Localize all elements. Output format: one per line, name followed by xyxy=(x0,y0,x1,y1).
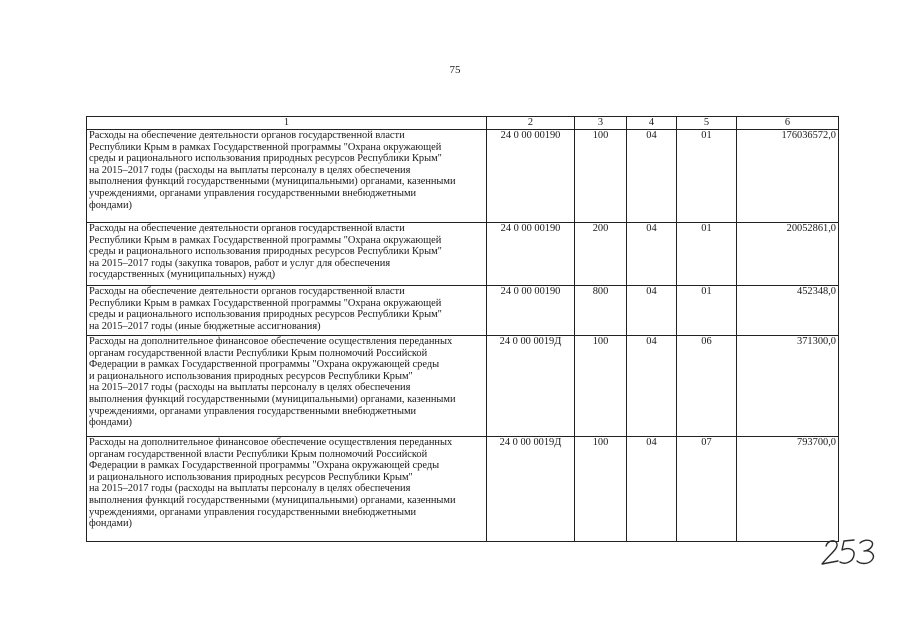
budget-table xyxy=(86,116,839,542)
row-target-code: 24 0 00 00190 xyxy=(487,223,575,286)
row-section: 04 xyxy=(627,437,677,542)
row-description: Расходы на дополнительное финансовое обеспечение осуществления переданных органам государственной власти Республики Крым полномочий Российской Федерации в рамках Государственной программы "Охрана окружающей среды и рационального использования природных ресурсов Республики Крым" на 2015–2017 годы (расходы на выплаты персоналу в целях обеспечения выполнения функций государственными (муниципальными) органами, казенными учреждениями, органами управления государственными внебюджетными фондами) xyxy=(87,437,487,542)
table-row xyxy=(87,437,839,542)
row-section: 04 xyxy=(627,336,677,437)
row-section: 04 xyxy=(627,223,677,286)
row-section: 04 xyxy=(627,286,677,336)
header-target-code: 2 xyxy=(487,117,575,130)
row-amount: 371300,0 xyxy=(737,336,839,437)
header-description: 1 xyxy=(87,117,487,130)
header-section: 4 xyxy=(627,117,677,130)
header-amount: 6 xyxy=(737,117,839,130)
row-subsection: 06 xyxy=(677,336,737,437)
row-description: Расходы на обеспечение деятельности органов государственной власти Республики Крым в рамках Государственной программы "Охрана окружающей среды и рационального использования природных ресурсов Республики Крым" на 2015–2017 годы (закупка товаров, работ и услуг для обеспечения государственных (муниципальных) нужд) xyxy=(87,223,487,286)
table-row xyxy=(87,286,839,336)
row-target-code: 24 0 00 00190 xyxy=(487,286,575,336)
header-subsection: 5 xyxy=(677,117,737,130)
row-amount: 793700,0 xyxy=(737,437,839,542)
table-row xyxy=(87,223,839,286)
row-target-code: 24 0 00 0019Д xyxy=(487,437,575,542)
row-expense-type: 800 xyxy=(575,286,627,336)
row-subsection: 01 xyxy=(677,286,737,336)
row-target-code: 24 0 00 0019Д xyxy=(487,336,575,437)
row-subsection: 01 xyxy=(677,130,737,223)
handwritten-page-mark xyxy=(818,534,878,568)
row-expense-type: 100 xyxy=(575,130,627,223)
table-header-row xyxy=(87,117,839,130)
row-expense-type: 100 xyxy=(575,336,627,437)
row-description: Расходы на дополнительное финансовое обеспечение осуществления переданных органам государственной власти Республики Крым полномочий Российской Федерации в рамках Государственной программы "Охрана окружающей среды и рационального использования природных ресурсов Республики Крым" на 2015–2017 годы (расходы на выплаты персоналу в целях обеспечения выполнения функций государственными (муниципальными) органами, казенными учреждениями, органами управления государственными внебюджетными фондами) xyxy=(87,336,487,437)
header-expense-type: 3 xyxy=(575,117,627,130)
row-subsection: 01 xyxy=(677,223,737,286)
row-subsection: 07 xyxy=(677,437,737,542)
table-row xyxy=(87,130,839,223)
page-number: 75 xyxy=(449,64,461,76)
row-expense-type: 200 xyxy=(575,223,627,286)
row-expense-type: 100 xyxy=(575,437,627,542)
row-section: 04 xyxy=(627,130,677,223)
row-target-code: 24 0 00 00190 xyxy=(487,130,575,223)
table-row xyxy=(87,336,839,437)
row-description: Расходы на обеспечение деятельности органов государственной власти Республики Крым в рамках Государственной программы "Охрана окружающей среды и рационального использования природных ресурсов Республики Крым" на 2015–2017 годы (иные бюджетные ассигнования) xyxy=(87,286,487,336)
row-amount: 20052861,0 xyxy=(737,223,839,286)
row-amount: 176036572,0 xyxy=(737,130,839,223)
row-amount: 452348,0 xyxy=(737,286,839,336)
row-description: Расходы на обеспечение деятельности органов государственной власти Республики Крым в рамках Государственной программы "Охрана окружающей среды и рационального использования природных ресурсов Республики Крым" на 2015–2017 годы (расходы на выплаты персоналу в целях обеспечения выполнения функций государственными (муниципальными) органами, казенными учреждениями, органами управления государственными внебюджетными фондами) xyxy=(87,130,487,223)
